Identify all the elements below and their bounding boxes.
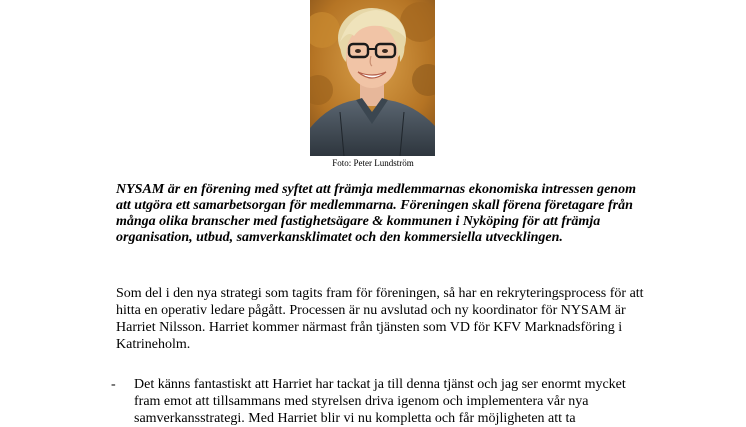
bullet-text: Det känns fantastiskt att Harriet har tackat ja till denna tjänst och jag ser enormt mycket fram emot att tillsammans med styrelsen driva igenom och implementera vår nya samverkansstrategi. Med Harriet blir vi nu kompletta och får möjligheten att ta: [134, 377, 626, 426]
lead-paragraph: NYSAM är en förening med syftet att främja medlemmarnas ekonomiska intressen genom att utgöra ett samarbetsorgan för medlemmarna. Föreningen skall förena företagare från många olika branscher med fastighetsägare & kommunen i Nyköping för att främja organisation, utbud, samverkansklimatet och den kommersiella utvecklingen.: [116, 182, 636, 245]
body-paragraph: Som del i den nya strategi som tagits fram för föreningen, så har en rekryteringsprocess för att hitta en operativ ledare pågått. Processen är nu avslutad och ny koordinator för NYSAM är Harriet Nilsson. Harriet kommer närmast från tjänsten som VD för KFV Marknadsföring i Katrineholm.: [116, 286, 644, 352]
portrait-photo: [310, 0, 435, 156]
photo-caption: Foto: Peter Lundström: [332, 158, 414, 168]
bullet-marker: -: [111, 377, 116, 392]
